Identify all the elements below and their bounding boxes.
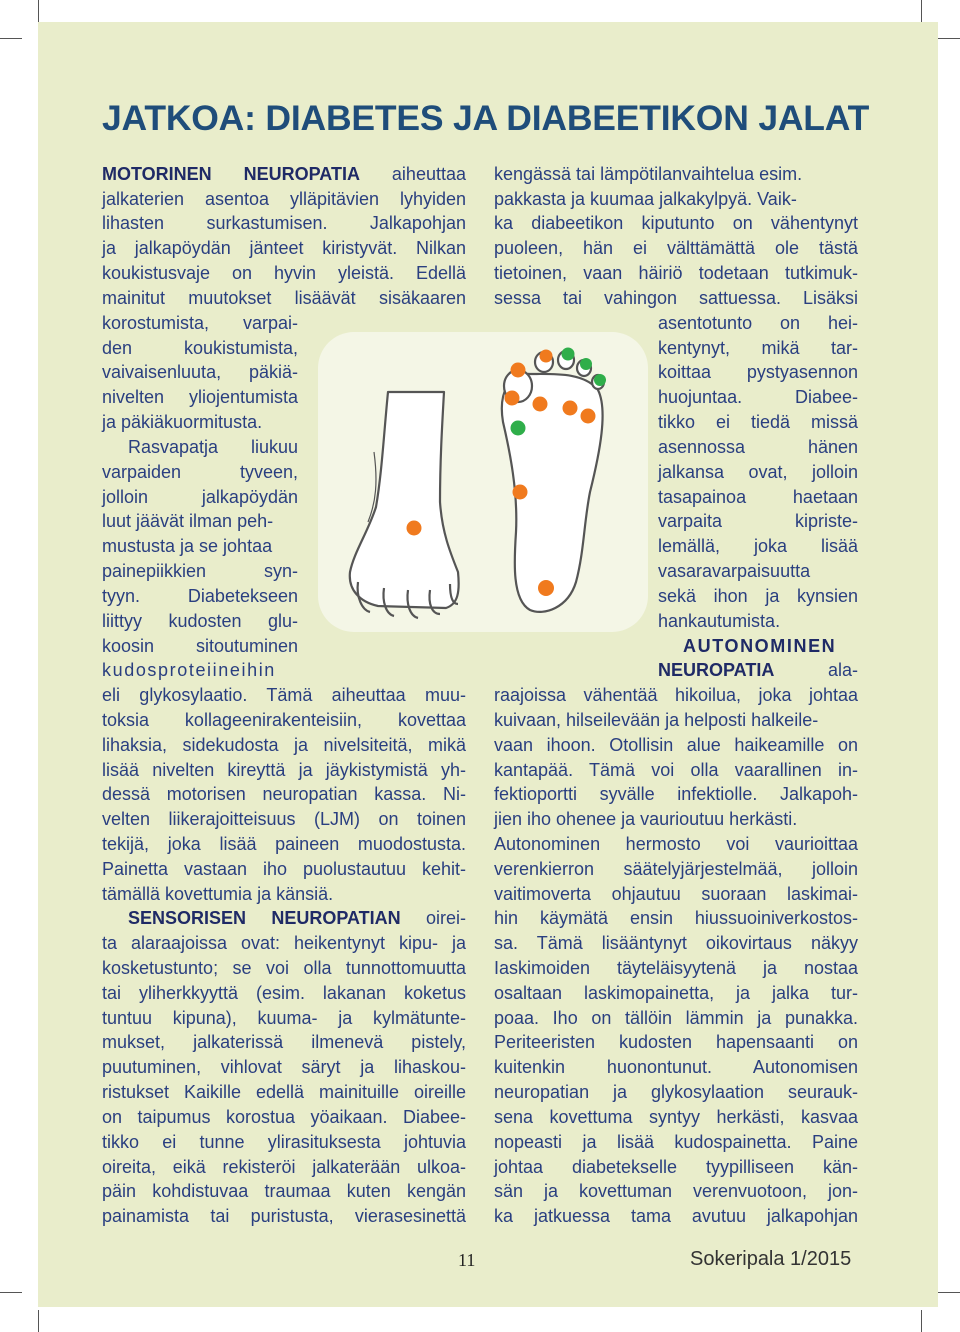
body-text: mainitut muutokset lisäävät sisäkaaren (102, 288, 466, 308)
body-text: sa. Tämä lisääntynyt oikovirtaus näkyy (494, 933, 858, 953)
body-text: ka jatkuessa tama avutuu jalkapohjan (494, 1206, 858, 1226)
left-column-text-line (102, 634, 298, 659)
left-column-text-line (102, 1006, 466, 1031)
right-column-text-line (494, 1080, 858, 1105)
body-text: jien iho ohenee ja vaurioutuu herkästi. (494, 809, 798, 829)
pressure-point-green (594, 374, 606, 386)
body-text: Autonominen hermosto voi vaurioittaa (494, 834, 858, 854)
pressure-point-orange (511, 363, 526, 378)
body-text: vasaravarpaisuutta (658, 561, 811, 581)
right-column-text-line (494, 1130, 858, 1155)
body-text: johtaa diabetekselle tyypilliseen kän- (494, 1157, 858, 1177)
body-text: tyyn. Diabetekseen (102, 586, 298, 606)
body-text: ja päkiäkuormitusta. (102, 412, 263, 432)
body-text: sekä ihon ja kynsien (658, 586, 858, 606)
body-text: sena kovettuma syntyy herkästi, kasvaa (494, 1107, 858, 1127)
left-column-text-line (102, 832, 466, 857)
left-column-text-line (102, 1055, 466, 1080)
body-text: tekijä, joka lisää paineen muodostusta. (102, 834, 466, 854)
body-text: kentynyt, mikä tar- (658, 338, 858, 358)
left-column-text-line (102, 360, 298, 385)
body-text: oireita, eikä rekisteröi jalkaterään ulkoa- (102, 1157, 466, 1177)
body-text: vaitimoverta ohjautuu suoraan laskimai- (494, 884, 858, 904)
body-text: ta alaraajoissa ovat: heikentynyt kipu- ja (102, 933, 466, 953)
body-text: tikko ei tunne ylirasituksesta johtuvia (102, 1132, 466, 1152)
right-column-text-line (494, 931, 858, 956)
body-text: tasapainoa haetaan (658, 487, 858, 507)
body-text: puutuminen, vihlovat säryt ja lihaskou- (102, 1057, 466, 1077)
right-column-text-line (658, 609, 780, 634)
crop-mark (0, 1292, 22, 1293)
body-text: lisää nivelten kireyttä ja jäykistymistä yh- (102, 760, 466, 780)
right-column-text-line (658, 485, 858, 510)
body-text: huojuntaa. Diabee- (658, 387, 858, 407)
left-column-text-line (128, 906, 466, 931)
body-text: oirei- (400, 908, 466, 928)
left-column-text-line (102, 311, 298, 336)
section-heading: NEUROPATIA (658, 660, 775, 680)
right-column-text-line (494, 1055, 858, 1080)
left-column-text-line (102, 758, 466, 783)
body-text: fektioportti syvälle infektiolle. Jalkapoh- (494, 784, 858, 804)
right-column-text-line (494, 1105, 858, 1130)
right-column-text-line (494, 683, 858, 708)
left-column-text-line (102, 1030, 466, 1055)
left-column-text-line (102, 559, 298, 584)
left-column-text-line (102, 981, 466, 1006)
body-text: velten liikerajoitteisuus (LJM) on toinen (102, 809, 466, 829)
crop-mark (0, 38, 22, 39)
body-text: jolloin jalkapöydän (102, 487, 298, 507)
body-text: osaltaan laskimopainetta, ja jalka tur- (494, 983, 858, 1003)
right-column-text-line (494, 981, 858, 1006)
body-text: verenkierron säätelyjärjestelmää, jolloin (494, 859, 858, 879)
left-column-text-line (102, 931, 466, 956)
left-column-text-line (102, 460, 298, 485)
body-text: jalkaterien asentoa ylläpitävien lyhyiden (102, 189, 466, 209)
right-column-text-line (494, 261, 858, 286)
left-column-text-line (102, 410, 262, 435)
body-text: kosketustunto; se voi olla tunnottomuutta (102, 958, 466, 978)
body-text: poaa. Iho on tällöin lämmin ja punakka. (494, 1008, 858, 1028)
body-text: päin kohdistuvaa traumaa kuten kengän (102, 1181, 466, 1201)
right-column-text-line (658, 658, 858, 683)
right-column-text-line (494, 286, 858, 311)
body-text: kuivaan, hilseilevään ja helposti halkeile- (494, 710, 819, 730)
body-text: mukset, jalkaterissä ilmenevä pistely, (102, 1032, 466, 1052)
left-column-text-line (102, 1179, 466, 1204)
right-column-text-line (658, 336, 858, 361)
body-text: kengässä tai lämpötilanvaihtelua esim. (494, 164, 803, 184)
crop-mark (921, 1310, 922, 1332)
left-column-text-line (102, 1080, 466, 1105)
body-text: koukistusvaje on hyvin yleistä. Edellä (102, 263, 466, 283)
left-column-text-line (102, 807, 466, 832)
right-column-text-line (494, 1030, 858, 1055)
page-number: 11 (458, 1250, 476, 1270)
left-column-text-line (102, 1130, 466, 1155)
body-text: neuropatian ja glykosylaation seurauk- (494, 1082, 858, 1102)
body-text: koosin sitoutuminen (102, 636, 298, 656)
body-text: nivelten yliojentumista (102, 387, 298, 407)
body-text: Painetta vastaan iho puolustautuu kehit- (102, 859, 466, 879)
right-column-text-line (494, 708, 818, 733)
body-text: Iaskimoiden täyteläisyytenä ja nostaa (494, 958, 858, 978)
body-text: painamista tai puristusta, vierasesinettä (102, 1206, 466, 1226)
left-column-text-line (102, 1204, 466, 1229)
right-column-text-line (494, 733, 858, 758)
pressure-point-green (511, 421, 526, 436)
right-column-text-line (658, 584, 858, 609)
body-text: mustusta ja se johtaa (102, 536, 273, 556)
right-column-text-line (683, 634, 858, 659)
body-text: painepiikkien syn- (102, 561, 298, 581)
body-text: kuitenkin huonontunut. Autonomisen (494, 1057, 858, 1077)
page-title: JATKOA: DIABETES JA DIABEETIKON JALAT (102, 98, 870, 138)
right-column-text-line (494, 1179, 858, 1204)
left-column-text-line (102, 956, 466, 981)
body-text: kudosproteiineihin (102, 660, 276, 680)
left-column-text-line (102, 286, 466, 311)
left-column-text-line (102, 658, 298, 683)
right-column-text-line (658, 509, 858, 534)
left-column-text-line (102, 882, 333, 907)
pressure-point-orange (533, 397, 548, 412)
left-column-text-line (102, 236, 466, 261)
left-column-text-line (102, 857, 466, 882)
left-column-text-line (102, 584, 298, 609)
body-text: hankautumista. (658, 611, 781, 631)
left-column-text-line (102, 534, 272, 559)
left-column-text-line (102, 782, 466, 807)
section-heading: MOTORINEN NEUROPATIA (102, 164, 360, 184)
body-text: sessa tai vahingon sattuessa. Lisäksi (494, 288, 858, 308)
body-text: puoleen, hän ei välttämättä ole tästä (494, 238, 858, 258)
left-column-text-line (102, 385, 298, 410)
crop-mark (938, 38, 960, 39)
right-column-text-line (658, 534, 858, 559)
magazine-issue: Sokeripala 1/2015 (690, 1248, 852, 1270)
body-text: Rasvapatja liukuu (128, 437, 298, 457)
pressure-point-orange (563, 401, 578, 416)
body-text: vaivaisenluuta, päkiä- (102, 362, 298, 382)
body-text: on taipumus korostua yöaikaan. Diabee- (102, 1107, 466, 1127)
body-text: nopeasti ja lisää kudospainetta. Paine (494, 1132, 858, 1152)
body-text: tämällä kovettumia ja känsiä. (102, 884, 334, 904)
body-text: koittaa pystyasennon (658, 362, 858, 382)
left-column-text-line (102, 261, 466, 286)
left-column-text-line (102, 509, 273, 534)
right-column-text-line (494, 162, 802, 187)
body-text: liittyy kudosten glu- (102, 611, 298, 631)
body-text: ala- (774, 660, 858, 680)
right-column-text-line (494, 236, 858, 261)
right-column-text-line (658, 435, 858, 460)
crop-mark (938, 1292, 960, 1293)
body-text: vaan ihoon. Otollisin alue haikeamille on (494, 735, 858, 755)
body-text: kantapää. Tämä voi olla vaarallinen in- (494, 760, 858, 780)
body-text: eli glykosylaatio. Tämä aiheuttaa muu- (102, 685, 466, 705)
crop-mark (921, 0, 922, 22)
right-column-text-line (494, 906, 858, 931)
body-text: lemällä, joka lisää (658, 536, 858, 556)
left-column-text-line (102, 1155, 466, 1180)
foot-illustration (318, 332, 648, 632)
section-heading: AUTONOMINEN (683, 636, 837, 656)
body-text: tuntuu kipuna), kuuma- ja kylmätunte- (102, 1008, 466, 1028)
body-text: aiheuttaa (359, 164, 466, 184)
body-text: varpaita kipriste- (658, 511, 858, 531)
right-column-text-line (494, 782, 858, 807)
right-column-text-line (658, 311, 858, 336)
body-text: asennossa hänen (658, 437, 858, 457)
crop-mark (38, 1310, 39, 1332)
body-text: tai yliherkkyyttä (esim. lakanan koketus (102, 983, 466, 1003)
left-column-text-line (102, 683, 466, 708)
pressure-point-orange (538, 580, 554, 596)
right-column-text-line (494, 1155, 858, 1180)
body-text: ka diabeetikon kiputunto on vähentynyt (494, 213, 858, 233)
left-column-text-line (102, 162, 466, 187)
body-text: ristukset Kaikille edellä mainituille oireille (102, 1082, 466, 1102)
right-column-text-line (658, 559, 858, 584)
body-text: toksia kollageenirakenteisiin, kovettaa (102, 710, 466, 730)
right-column-text-line (494, 956, 858, 981)
body-text: lihaksia, sidekudosta ja nivelsiteitä, mikä (102, 735, 466, 755)
body-text: jalkansa ovat, jolloin (658, 462, 858, 482)
left-column-text-line (102, 485, 298, 510)
body-text: asentotunto on hei- (658, 313, 858, 333)
pressure-point-green (580, 358, 592, 370)
right-column-text-line (494, 1006, 858, 1031)
pressure-point-orange (505, 391, 520, 406)
left-column-text-line (102, 187, 466, 212)
right-column-text-line (494, 211, 858, 236)
body-text: pakkasta ja kuumaa jalkakylpyä. Vaik- (494, 189, 797, 209)
left-column-text-line (102, 609, 298, 634)
body-text: luut jäävät ilman peh- (102, 511, 274, 531)
right-column-text-line (494, 187, 797, 212)
right-column-text-line (658, 360, 858, 385)
body-text: dessä motorisen neuropatian kassa. Ni- (102, 784, 466, 804)
pressure-point-orange (513, 485, 528, 500)
body-text: tietoinen, vaan häiriö todetaan tutkimuk- (494, 263, 858, 283)
left-column-text-line (128, 435, 298, 460)
right-column-text-line (494, 807, 797, 832)
right-column-text-line (658, 460, 858, 485)
body-text: lihasten surkastumisen. Jalkapohjan (102, 213, 466, 233)
section-heading: SENSORISEN NEUROPATIAN (128, 908, 401, 928)
body-text: ja jalkapöydän jänteet kiristyvät. Nilkan (102, 238, 466, 258)
left-column-text-line (102, 336, 298, 361)
pressure-point-orange (407, 521, 422, 536)
right-column-text-line (494, 1204, 858, 1229)
body-text: sän ja kovettuman verenvuotoon, jon- (494, 1181, 858, 1201)
left-column-text-line (102, 211, 466, 236)
body-text: hin käymätä ensin hiussuoiniverkostos- (494, 908, 858, 928)
left-column-text-line (102, 733, 466, 758)
body-text: raajoissa vähentää hikoilua, joka johtaa (494, 685, 858, 705)
right-column-text-line (494, 758, 858, 783)
pressure-point-orange (581, 409, 596, 424)
pressure-point-orange (540, 350, 553, 363)
body-text: den koukistumista, (102, 338, 298, 358)
body-text: varpaiden tyveen, (102, 462, 298, 482)
left-column-text-line (102, 1105, 466, 1130)
pressure-point-green (562, 348, 575, 361)
body-text: Periteeristen kudosten hapensaanti on (494, 1032, 858, 1052)
right-column-text-line (494, 857, 858, 882)
right-column-text-line (658, 385, 858, 410)
body-text: tikko ei tiedä missä (658, 412, 858, 432)
crop-mark (38, 0, 39, 22)
right-column-text-line (658, 410, 858, 435)
body-text: korostumista, varpai- (102, 313, 298, 333)
right-column-text-line (494, 882, 858, 907)
right-column-text-line (494, 832, 858, 857)
left-column-text-line (102, 708, 466, 733)
